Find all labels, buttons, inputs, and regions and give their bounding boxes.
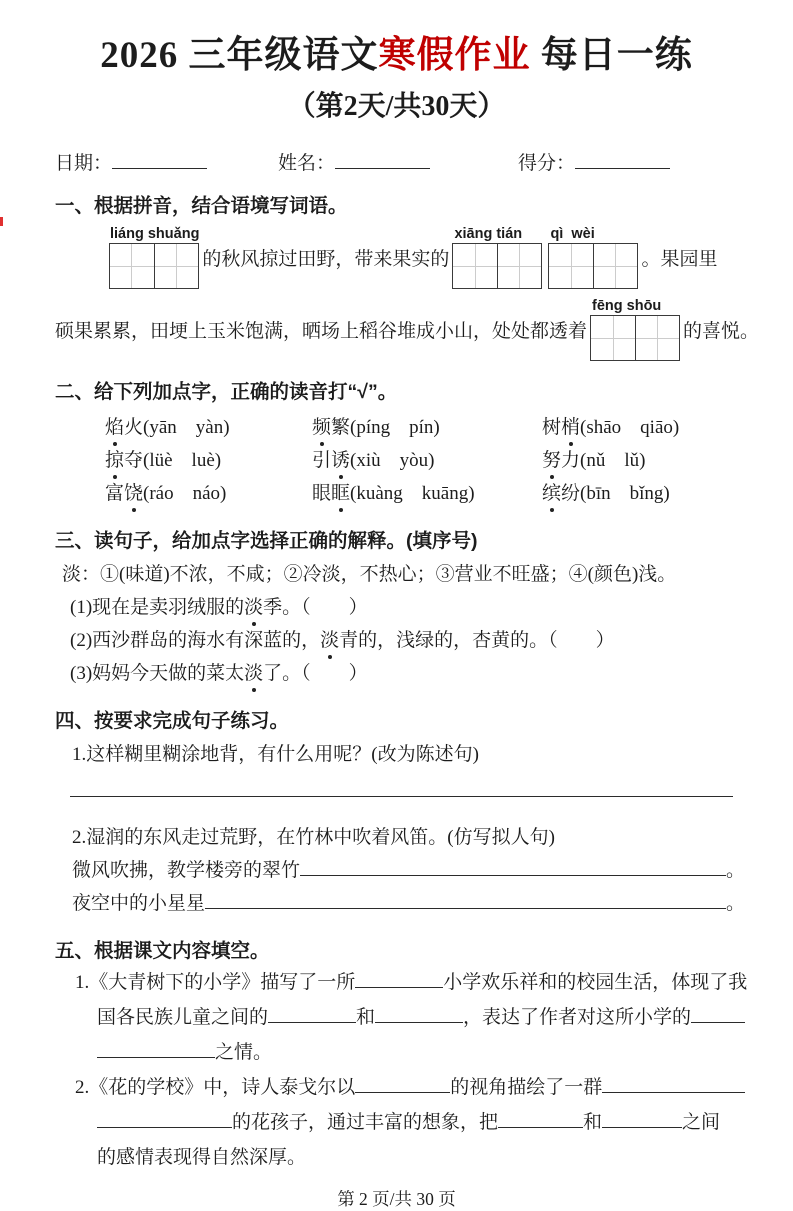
page-title xyxy=(0,34,793,78)
fill-in-blank[interactable] xyxy=(205,889,726,909)
text-run: (1)现在是卖羽绒服的 xyxy=(70,597,245,619)
word-item[interactable] xyxy=(312,444,542,477)
pinyin-label: fēng shōu xyxy=(592,298,662,315)
score-field xyxy=(518,148,670,175)
character-grid xyxy=(590,315,680,361)
text-run: 之间 xyxy=(682,1112,721,1134)
section3-definition xyxy=(62,558,745,591)
text-run: 眼 xyxy=(312,483,332,505)
text-run: 小学欢乐祥和的校园生活，体现了我 xyxy=(443,972,748,994)
text-run: 夺(lüè luè) xyxy=(124,450,222,472)
dotted-char: 梢 xyxy=(561,411,580,444)
character-grid xyxy=(452,243,542,289)
section3-heading: 三、读句子，给加点字选择正确的解释。(填序号) xyxy=(55,530,478,553)
text-run: 树 xyxy=(542,417,562,439)
scan-artifact xyxy=(0,217,3,226)
grid-cell[interactable] xyxy=(453,244,497,288)
dotted-char: 焰 xyxy=(105,411,124,444)
text-run: ，表达了作者对这所小学的 xyxy=(463,1007,692,1029)
text-run: 。 xyxy=(725,893,745,915)
dotted-char: 努 xyxy=(542,444,561,477)
pinyin-label: xiāng tián xyxy=(454,226,523,243)
dotted-char: 诱 xyxy=(331,444,350,477)
text-run: (2)西沙群岛的海水有深蓝的， xyxy=(70,630,321,652)
text-run: (xiù yòu) xyxy=(350,450,435,472)
section1-heading: 一、根据拼音，结合语境写词语。 xyxy=(55,195,348,218)
dotted-char: 掠 xyxy=(105,444,124,477)
name-field xyxy=(278,148,430,175)
fill-in-blank[interactable] xyxy=(498,1108,583,1128)
section5-item1-line2[interactable] xyxy=(97,1001,745,1034)
grid-cell[interactable] xyxy=(549,244,593,288)
fill-in-blank[interactable] xyxy=(355,968,443,988)
character-grid xyxy=(109,243,199,289)
date-label: 日期： xyxy=(55,153,113,175)
section2-heading: 二、给下列加点字，正确的读音打“√”。 xyxy=(55,381,398,404)
grid-cell[interactable] xyxy=(110,244,154,288)
fill-in-blank[interactable] xyxy=(97,1038,215,1058)
fill-in-blank[interactable] xyxy=(97,1108,232,1128)
word-item[interactable] xyxy=(542,477,745,510)
section4-item-2: 2.湿润的东风走过荒野，在竹林中吹着风笛。(仿写拟人句) xyxy=(72,827,555,849)
section4-line-b[interactable] xyxy=(72,887,745,920)
text-run: 纷(bīn bǐng) xyxy=(561,483,670,505)
name-label: 姓名： xyxy=(278,153,336,175)
fill-in-blank[interactable] xyxy=(602,1073,745,1093)
text-run: 火(yān yàn) xyxy=(124,417,230,439)
word-item[interactable] xyxy=(105,411,312,444)
text-run: 硕果累累，田埂上玉米饱满，晒场上稻谷堆成小山，处处都透着 xyxy=(55,320,588,342)
word-item[interactable] xyxy=(105,444,312,477)
section5-item1-line1[interactable] xyxy=(75,966,748,999)
text-run: 引 xyxy=(312,450,332,472)
title-highlight: 寒假作业 xyxy=(378,35,531,76)
section5-item1-line3[interactable] xyxy=(97,1036,745,1069)
answer-line[interactable] xyxy=(70,795,733,797)
text-run: 1.《大青树下的小学》描写了一所 xyxy=(75,972,356,994)
text-run: (kuàng kuāng) xyxy=(350,483,475,505)
section3-item-2[interactable] xyxy=(70,624,745,657)
grid-cell[interactable] xyxy=(497,244,541,288)
definition-text: 淡：①(味道)不浓，不咸；②冷淡，不热心；③营业不旺盛；④(颜色)浅。 xyxy=(62,564,677,586)
grid-cell[interactable] xyxy=(154,244,198,288)
word-item[interactable] xyxy=(312,411,542,444)
pinyin-write-box[interactable] xyxy=(108,225,199,289)
pinyin-label: liáng shuǎng xyxy=(110,226,200,243)
section2-word-grid xyxy=(105,411,745,510)
dotted-char: 频 xyxy=(312,411,331,444)
text-run: 2.《花的学校》中，诗人泰戈尔以 xyxy=(75,1077,356,1099)
text-run: 的秋风掠过田野，带来果实的 xyxy=(202,248,450,270)
text-run: 的感情表现得自然深厚。 xyxy=(97,1147,307,1169)
page-subtitle: （第2天/共30天） xyxy=(287,91,506,123)
fill-in-blank[interactable] xyxy=(602,1108,682,1128)
section3-item-3[interactable] xyxy=(70,657,745,690)
dotted-char: 饶 xyxy=(124,477,143,510)
text-run: (3)妈妈今天做的菜太 xyxy=(70,663,245,685)
text-run: 微风吹拂，教学楼旁的翠竹 xyxy=(72,860,301,882)
date-field xyxy=(55,148,207,175)
title-suffix: 每日一练 xyxy=(530,35,693,76)
dotted-char: 淡 xyxy=(320,624,339,657)
fill-in-blank[interactable] xyxy=(268,1003,356,1023)
section4-line-a[interactable] xyxy=(72,854,745,887)
character-grid xyxy=(548,243,638,289)
info-row xyxy=(55,148,745,175)
pinyin-write-box[interactable] xyxy=(590,297,680,361)
text-run: 的喜悦。 xyxy=(683,320,760,342)
fill-in-blank[interactable] xyxy=(691,1003,745,1023)
section5-heading: 五、根据课文内容填空。 xyxy=(55,940,270,963)
text-run: 青的，浅绿的，杏黄的。（ ） xyxy=(339,630,615,652)
score-label: 得分： xyxy=(518,153,576,175)
word-item[interactable] xyxy=(542,444,745,477)
text-run: 和 xyxy=(356,1007,376,1029)
date-input-line[interactable] xyxy=(112,149,207,169)
grid-cell[interactable] xyxy=(593,244,637,288)
section5-item2-line2[interactable] xyxy=(97,1106,745,1139)
pinyin-write-box[interactable] xyxy=(452,225,542,289)
pinyin-write-box[interactable] xyxy=(548,225,638,289)
text-run: 夜空中的小星星 xyxy=(72,893,206,915)
text-run: (shāo qiāo) xyxy=(580,417,680,439)
text-run: 富 xyxy=(105,483,125,505)
grid-cell[interactable] xyxy=(635,316,679,360)
dotted-char: 淡 xyxy=(244,657,263,690)
text-run: 的花孩子，通过丰富的想象，把 xyxy=(232,1112,499,1134)
name-input-line[interactable] xyxy=(335,149,430,169)
pinyin-label: qì wèi xyxy=(550,226,595,243)
text-run: 的视角描绘了一群 xyxy=(450,1077,603,1099)
worksheet-page xyxy=(0,34,793,1210)
page-number: 第 2 页/共 30 页 xyxy=(337,1189,456,1210)
text-run: 。果园里 xyxy=(641,248,718,270)
text-run: 力(nǔ lǔ) xyxy=(561,450,646,472)
grid-cell[interactable] xyxy=(591,316,635,360)
dotted-char: 缤 xyxy=(542,477,561,510)
text-run: 之情。 xyxy=(215,1042,273,1064)
dotted-char: 淡 xyxy=(244,591,263,624)
section4-heading: 四、按要求完成句子练习。 xyxy=(55,710,290,733)
dotted-char: 眶 xyxy=(331,477,350,510)
word-item[interactable] xyxy=(542,411,745,444)
fill-in-blank[interactable] xyxy=(375,1003,463,1023)
word-item[interactable] xyxy=(105,477,312,510)
text-run: 了。（ ） xyxy=(263,663,368,685)
text-run: 繁(píng pín) xyxy=(331,417,440,439)
section3-item-1[interactable] xyxy=(70,591,745,624)
section1-line1 xyxy=(105,225,745,289)
text-run: 国各民族儿童之间的 xyxy=(97,1007,269,1029)
text-run: (ráo náo) xyxy=(143,483,227,505)
score-input-line[interactable] xyxy=(575,149,670,169)
section5-item2-line1[interactable] xyxy=(75,1071,745,1104)
fill-in-blank[interactable] xyxy=(355,1073,450,1093)
section5-item2-line3[interactable] xyxy=(97,1141,745,1174)
section4-item-1: 1.这样糊里糊涂地背，有什么用呢？(改为陈述句) xyxy=(72,744,479,766)
text-run: 。 xyxy=(725,860,745,882)
text-run: 和 xyxy=(583,1112,603,1134)
text-run: 季。（ ） xyxy=(263,597,368,619)
fill-in-blank[interactable] xyxy=(300,856,726,876)
section1-line2 xyxy=(55,297,760,361)
word-item[interactable] xyxy=(312,477,542,510)
title-prefix: 2026 三年级语文 xyxy=(100,35,379,76)
